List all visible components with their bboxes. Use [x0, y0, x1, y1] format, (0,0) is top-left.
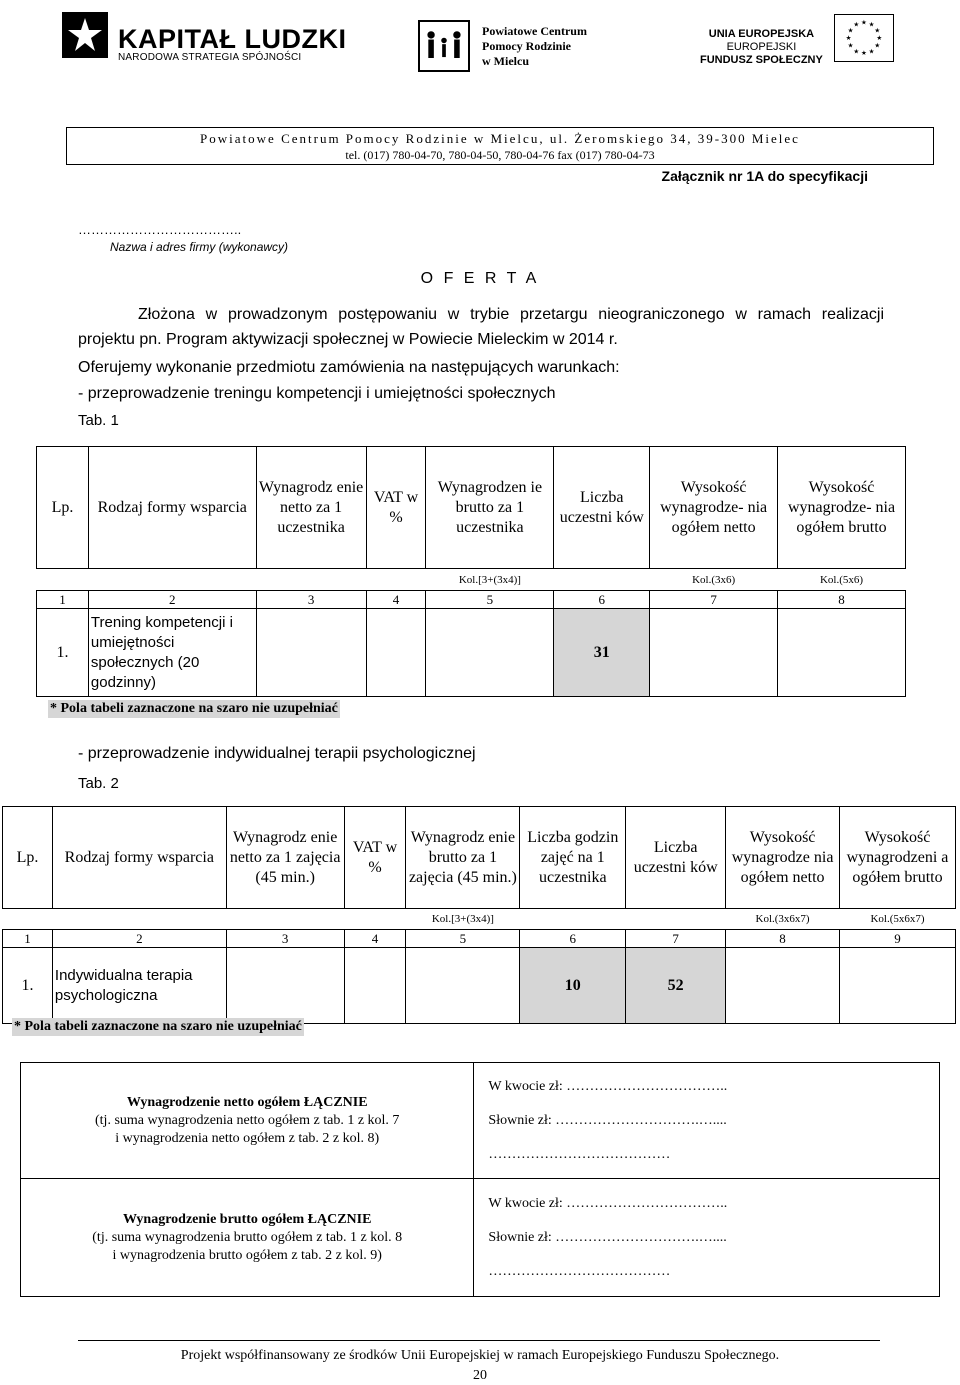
t1-header-brutto: Wynagrodzen ie brutto za 1 uczestnika	[426, 447, 554, 569]
footer-text: Projekt współfinansowany ze środków Unii Europejskiej w ramach Europejskiego Funduszu Społecznego.	[180, 1348, 780, 1363]
t1-colnum: 6	[554, 591, 650, 609]
svg-text:★: ★	[874, 42, 881, 50]
t2-colnum: 9	[840, 930, 956, 948]
institution-phones: tel. (017) 780-04-70, 780-04-50, 780-04-76 fax (017) 780-04-73	[345, 148, 655, 162]
t1-row-rodzaj: Trening kompetencji i umiejętności społecznych (20 godzinny)	[88, 609, 256, 697]
t1-header-wys-brutto: Wysokość wynagrodze- nia ogółem brutto	[778, 447, 906, 569]
t1-header-liczba: Liczba uczestni ków	[554, 447, 650, 569]
summary-netto-dots: …………………………………	[488, 1146, 671, 1162]
t1-colnum: 7	[650, 591, 778, 609]
eu-flag-icon	[834, 14, 894, 62]
summary-brutto-slownie[interactable]: Słownie zł: ………………………….…....	[488, 1229, 727, 1245]
t2-header-vat: VAT w %	[344, 807, 406, 909]
summary-netto-kwota[interactable]: W kwocie zł: ……………………………..	[488, 1078, 728, 1094]
summary-brutto-desc-2: i wynagrodzenia brutto ogółem z tab. 2 z kol. 9)	[112, 1247, 382, 1263]
summary-netto-slownie[interactable]: Słownie zł: ………………………….…....	[488, 1112, 727, 1128]
t1-header-rodzaj: Rodzaj formy wsparcia	[88, 447, 256, 569]
t2-header-brutto: Wynagrodz enie brutto za 1 zajęcia (45 min.)	[406, 807, 520, 909]
svg-text:★: ★	[861, 50, 867, 58]
summary-netto-desc-1: (tj. suma wynagrodzenia netto ogółem z tab. 1 z kol. 7	[95, 1112, 400, 1128]
t1-input-brutto[interactable]	[426, 609, 554, 697]
svg-text:★: ★	[876, 34, 883, 42]
t2-kol-wys-brutto: Kol.(5x6x7)	[870, 913, 925, 925]
t2-kol-wys-netto: Kol.(3x6x7)	[755, 913, 810, 925]
institution-address: Powiatowe Centrum Pomocy Rodzinie w Mielcu, ul. Żeromskiego 34, 39-300 Mielec	[200, 131, 800, 146]
table-1	[36, 446, 906, 697]
kapital-ludzki-title: KAPITAŁ LUDZKI	[118, 24, 347, 54]
offer-title: O F E R T A	[420, 270, 540, 287]
t2-header-liczba: Liczba uczestni ków	[626, 807, 726, 909]
svg-text:★: ★	[845, 34, 852, 42]
ue-line-3: FUNDUSZ SPOŁECZNY	[700, 54, 823, 66]
t1-row-liczba: 31	[554, 609, 650, 697]
t1-input-netto[interactable]	[256, 609, 366, 697]
t2-header-rodzaj: Rodzaj formy wsparcia	[52, 807, 226, 909]
summary-brutto-dots: …………………………………	[488, 1263, 671, 1279]
t2-input-netto[interactable]	[226, 948, 344, 1024]
t1-colnum: 8	[778, 591, 906, 609]
table2-note: * Pola tabeli zaznaczone na szaro nie uzupełniać	[14, 1019, 302, 1034]
t2-row-liczba: 52	[626, 948, 726, 1024]
attachment-label: Załącznik nr 1A do specyfikacji	[661, 168, 868, 184]
t2-colnum: 3	[226, 930, 344, 948]
ue-line-1: UNIA EUROPEJSKA	[708, 28, 815, 40]
t1-header-lp: Lp.	[37, 447, 89, 569]
intro-line-4: - przeprowadzenie treningu kompetencji i umiejętności społecznych	[78, 385, 556, 402]
t2-header-wys-netto: Wysokość wynagrodze nia ogółem netto	[726, 807, 840, 909]
summary-netto-label	[21, 1063, 474, 1179]
summary-netto-title: Wynagrodzenie netto ogółem ŁĄCZNIE	[126, 1094, 368, 1110]
pcpr-line-3: w Mielcu	[482, 54, 529, 68]
svg-text:★: ★	[868, 21, 875, 29]
t2-header-netto: Wynagrodz enie netto za 1 zajęcia (45 min.)	[226, 807, 344, 909]
kapital-ludzki-star-icon	[62, 12, 108, 58]
institution-header	[66, 127, 934, 165]
t2-colnum: 6	[520, 930, 626, 948]
svg-text:★: ★	[868, 48, 875, 56]
t1-header-vat: VAT w %	[366, 447, 426, 569]
tab1-label: Tab. 1	[78, 412, 119, 429]
t1-input-wys-netto[interactable]	[650, 609, 778, 697]
summary-netto-fields[interactable]	[474, 1063, 940, 1179]
t2-colnum: 2	[52, 930, 226, 948]
t1-colnum: 3	[256, 591, 366, 609]
t1-header-wys-netto: Wysokość wynagrodze- nia ogółem netto	[650, 447, 778, 569]
t1-header-netto: Wynagrodz enie netto za 1 uczestnika	[256, 447, 366, 569]
t2-header-wys-brutto: Wysokość wynagrodzeni a ogółem brutto	[840, 807, 956, 909]
svg-text:★: ★	[853, 48, 860, 56]
t1-colnum: 4	[366, 591, 426, 609]
t2-header-godzin: Liczba godzin zajęć na 1 uczestnika	[520, 807, 626, 909]
pcpr-logo-text	[482, 24, 587, 69]
summary-brutto-kwota[interactable]: W kwocie zł: ……………………………..	[488, 1195, 728, 1211]
t1-kol-brutto: Kol.[3+(3x4)]	[458, 573, 521, 586]
t1-row-lp: 1.	[37, 609, 89, 697]
svg-text:★: ★	[847, 27, 854, 35]
ue-logo-text	[700, 28, 823, 67]
pcpr-line-2: Pomocy Rodzinie	[482, 39, 571, 53]
kapital-ludzki-subtitle: NARODOWA STRATEGIA SPÓJNOŚCI	[118, 52, 302, 63]
intro-line-2: projektu pn. Program aktywizacji społecznej w Powiecie Mieleckim w 2014 r.	[78, 331, 618, 348]
firm-label: Nazwa i adres firmy (wykonawcy)	[110, 240, 289, 254]
t2-colnum: 4	[344, 930, 406, 948]
family-icon	[418, 20, 470, 72]
t2-colnum: 5	[406, 930, 520, 948]
svg-text:★: ★	[861, 19, 867, 27]
table-2	[2, 806, 956, 1024]
t2-input-brutto[interactable]	[406, 948, 520, 1024]
summary-brutto-fields[interactable]	[474, 1179, 940, 1297]
summary-table	[20, 1062, 940, 1297]
t2-row-godzin: 10	[520, 948, 626, 1024]
t1-input-wys-brutto[interactable]	[778, 609, 906, 697]
t2-header-lp: Lp.	[3, 807, 53, 909]
pcpr-line-1: Powiatowe Centrum	[482, 24, 587, 38]
t2-input-wys-netto[interactable]	[726, 948, 840, 1024]
table1-note: * Pola tabeli zaznaczone na szaro nie uzupełniać	[50, 701, 338, 716]
t1-input-vat[interactable]	[366, 609, 426, 697]
summary-brutto-desc-1: (tj. suma wynagrodzenia brutto ogółem z tab. 1 z kol. 8	[92, 1229, 403, 1245]
t2-colnum: 1	[3, 930, 53, 948]
t2-kol-brutto: Kol.[3+(3x4)]	[431, 913, 494, 925]
ue-line-2: EUROPEJSKI	[726, 41, 797, 53]
t1-colnum: 1	[37, 591, 89, 609]
svg-text:★: ★	[853, 21, 860, 29]
t2-input-vat[interactable]	[344, 948, 406, 1024]
summary-brutto-label	[21, 1179, 474, 1297]
t2-colnum: 8	[726, 930, 840, 948]
t1-colnum: 2	[88, 591, 256, 609]
footer-divider	[78, 1340, 880, 1341]
t1-colnum: 5	[426, 591, 554, 609]
t1-kol-wys-netto: Kol.(3x6)	[692, 573, 736, 586]
svg-text:★: ★	[874, 27, 881, 35]
t2-row-lp: 1.	[3, 948, 53, 1024]
t1-kol-wys-brutto: Kol.(5x6)	[819, 573, 864, 586]
firm-dots: ………………………………..	[78, 222, 242, 237]
t2-input-wys-brutto[interactable]	[840, 948, 956, 1024]
intro-line-3: Oferujemy wykonanie przedmiotu zamówienia na następujących warunkach:	[78, 359, 620, 376]
section2-heading: - przeprowadzenie indywidualnej terapii psychologicznej	[78, 745, 476, 762]
tab2-label: Tab. 2	[78, 775, 119, 792]
svg-text:★: ★	[847, 42, 854, 50]
intro-line-1: Złożona w prowadzonym postępowaniu w trybie przetargu nieograniczonego w ramach realizacji	[138, 306, 884, 323]
summary-netto-desc-2: i wynagrodzenia netto ogółem z tab. 2 z kol. 8)	[115, 1130, 380, 1146]
t2-colnum: 7	[626, 930, 726, 948]
summary-brutto-title: Wynagrodzenie brutto ogółem ŁĄCZNIE	[122, 1211, 372, 1227]
page-number: 20	[473, 1368, 487, 1383]
t2-row-rodzaj: Indywidualna terapia psychologiczna	[52, 948, 226, 1024]
